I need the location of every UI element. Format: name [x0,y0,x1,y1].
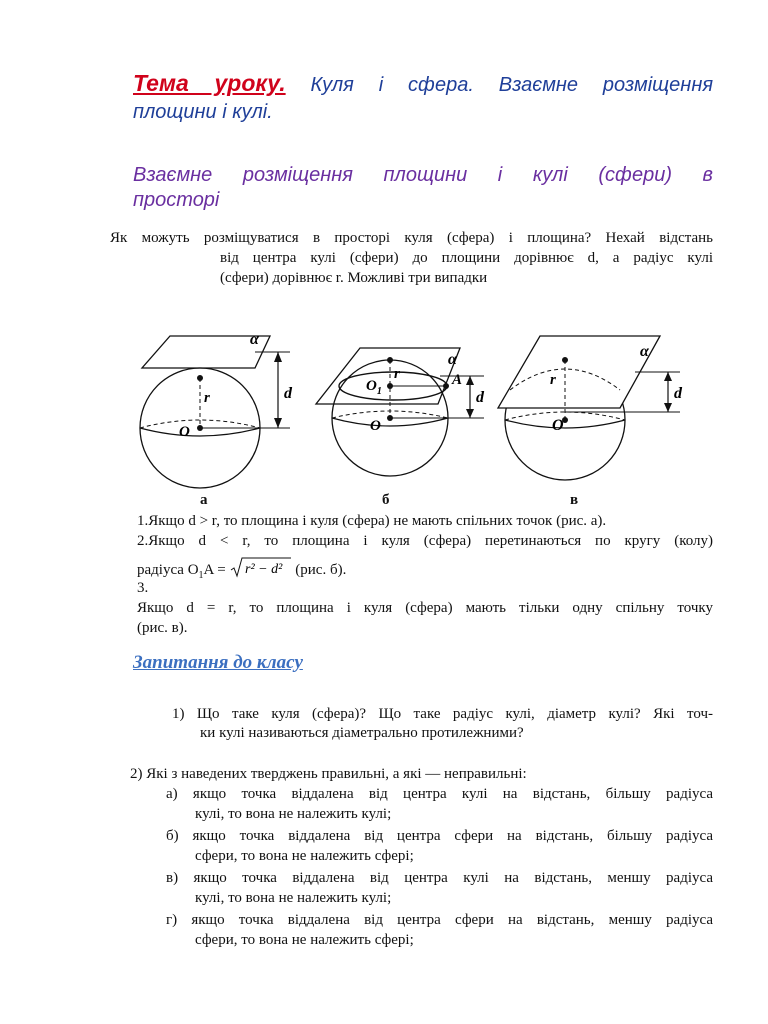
sqrt-formula [230,556,292,583]
option-v-line-1: в) якщо точка віддалена від центра кулі на відстань, меншу радіуса [166,870,713,886]
section-subheading: Взаємне розміщення площини і кулі (сфери) в [133,164,713,186]
case-3-line-2: (рис. в). [137,620,188,636]
option-a-line-2: кулі, то вона не належить кулі; [195,806,392,822]
d-label-b: d [476,389,484,406]
panel-label-b: б [382,492,390,508]
panel-label-v: в [570,492,579,508]
d-label: d [284,385,292,402]
r-label-b: r [394,366,400,382]
intro-line-2: від центра кулі (сфери) до площини дорівнює d, а радіус кулі [220,250,713,266]
option-v-line-2: кулі, то вона не належить кулі; [195,890,392,906]
panel-label-a: а [200,492,208,508]
option-b-line-2: сфери, то вона не належить сфері; [195,848,414,864]
question-1-line-1: 1) Що таке куля (сфера)? Що таке радіус кулі, діаметр кулі? Які точ- [172,706,713,722]
case-2-line-1: 2.Якщо d < r, то площина і куля (сфера) перетинаються по кругу (колу) [137,533,713,549]
A-label: A [452,372,463,388]
figure-panel-b [316,348,485,476]
intro-line-1: Як можуть розміщуватися в просторі куля (сфера) і площина? Нехай відстань [110,230,713,246]
section-subheading-continued: просторі [133,189,220,211]
r-label: r [204,390,210,406]
O-label-v: O [552,417,564,434]
case-3-line-1: Якщо d = r, то площина і куля (сфера) мають тільки одну спільну точку [137,600,713,616]
O1-label: $O_1$ [366,378,382,397]
alpha-label-b: α [448,351,457,368]
option-g-line-1: г) якщо точка віддалена від центра сфери на відстань, меншу радіуса [166,912,713,928]
O-label-b: O [370,418,381,434]
topic-label: Тема уроку. [133,70,286,96]
alpha-label: α [250,331,259,348]
option-b-line-1: б) якщо точка віддалена від центра сфери на відстань, більшу радіуса [166,828,713,844]
case-1: 1.Якщо d > r, то площина і куля (сфера) не мають спільних точок (рис. а). [137,513,607,529]
d-label-v: d [674,385,682,402]
question-2-intro: 2) Які з наведених тверджень правильні, а які — неправильні: [130,766,527,782]
lesson-topic-line [133,70,713,97]
topic-text-continued: площини і кулі. [133,101,273,123]
option-g-line-2: сфери, то вона не належить сфері; [195,932,414,948]
figure-panel-v [498,336,683,480]
intro-line-3: (сфери) дорівнює r. Можливі три випадки [220,270,488,286]
r-label-v: r [550,372,556,388]
O-label: O [179,424,190,440]
sphere-plane-figure [130,318,720,498]
topic-text: Куля і сфера. Взаємне розміщення [310,74,714,96]
alpha-label-v: α [640,343,649,360]
figure-panel-a [140,331,293,488]
case-2-line-2: радіуса $O_1A$ = r² − d² (рис. б). [137,556,346,583]
question-1-line-2: ки кулі називаються діаметрально протилежними? [200,725,524,741]
questions-heading: Запитання до класу [133,652,303,673]
svg-text:r² − d²: r² − d² [244,562,282,577]
case-3-number: 3. [137,580,149,596]
option-a-line-1: а) якщо точка віддалена від центра кулі на відстань, більшу радіуса [166,786,713,802]
